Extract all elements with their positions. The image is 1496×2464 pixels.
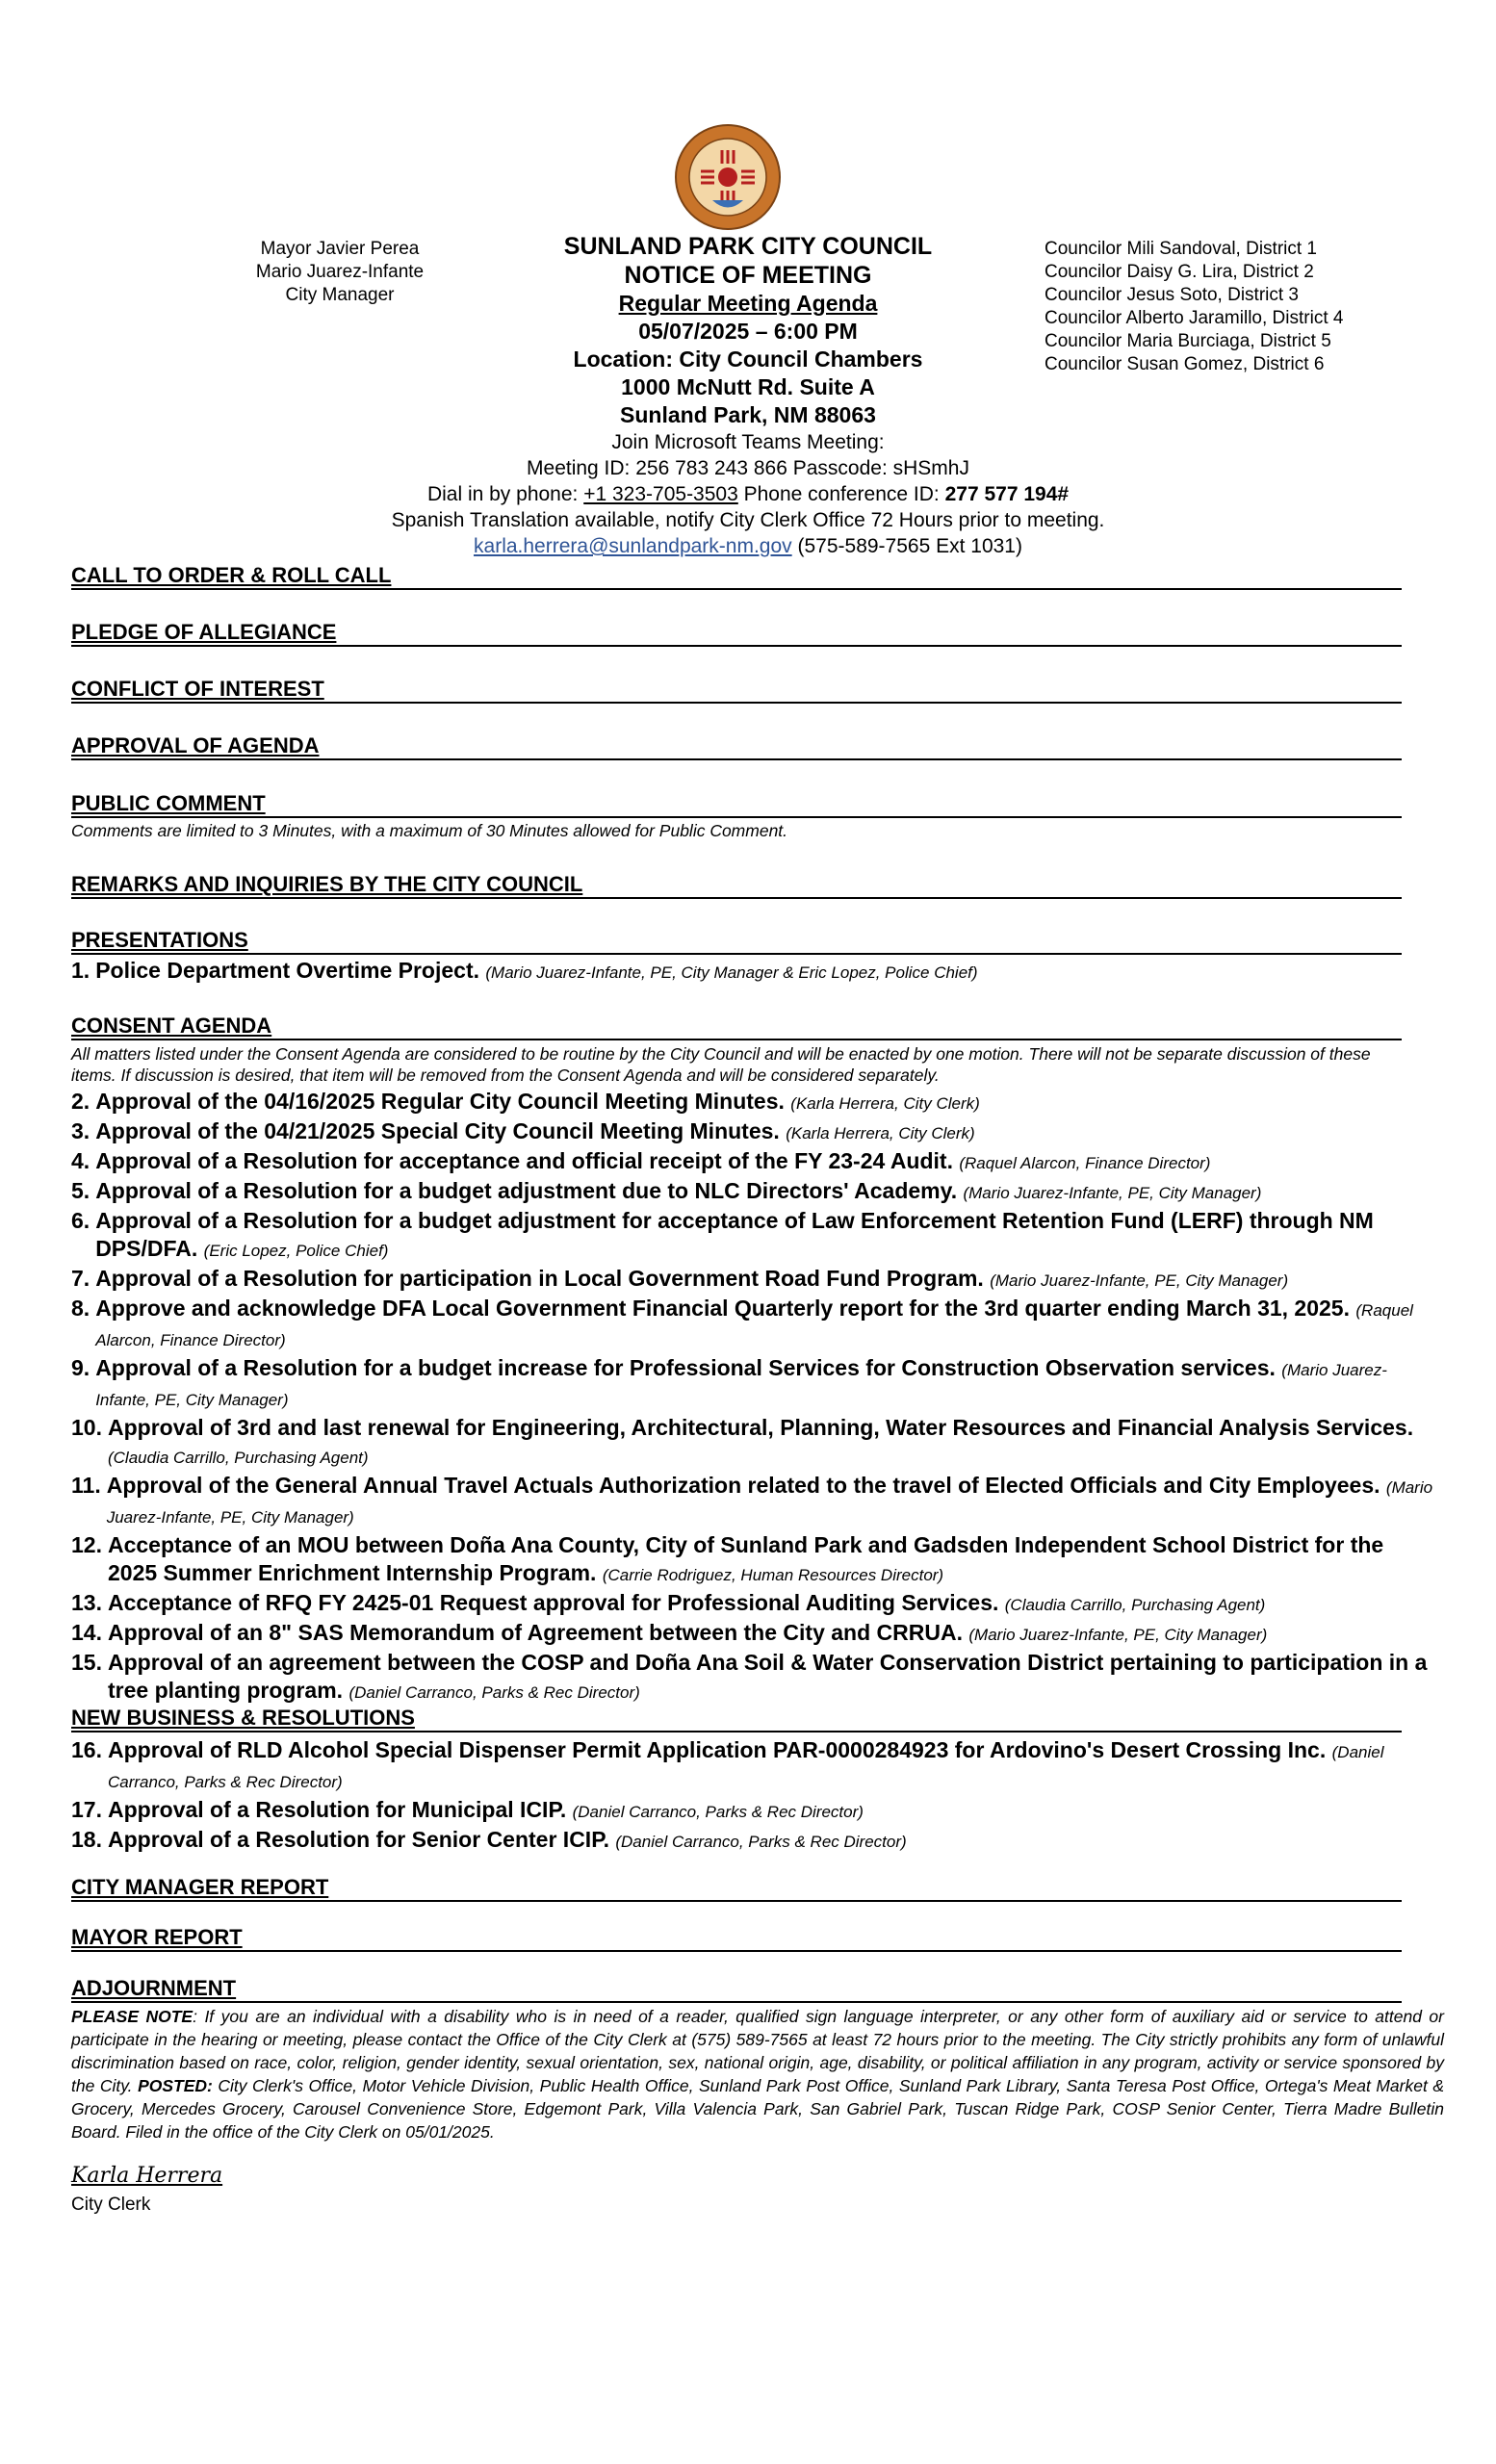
list-item: 17. Approval of a Resolution for Municipal ICIP. (Daniel Carranco, Parks & Rec Director) [71,1797,864,1822]
list-item: 14. Approval of an 8" SAS Memorandum of Agreement between the City and CRRUA. (Mario Juarez-Infante, PE, City Manager) [71,1620,1268,1645]
footer-notice: PLEASE NOTE: If you are an individual with a disability who is in need of a reader, qualified sign language interpreter, or any other form of auxiliary aid or service to attend or participate in the hearing or meeting, please contact the Office of the City Clerk at (575) 589-7565 at least 72 hours prior to the meeting. The City strictly prohibits any form of unlawful discrimination based on race, color, religion, gender identity, sexual orientation, sex, national origin, age, disability, or political affiliation in any program, activity or service sponsored by the City. POSTED: City Clerk's Office, Motor Vehicle Division, Public Health Office, Sunland Park Post Office, Sunland Park Library, Santa Teresa Post Office, Ortega's Meat Market & Grocery, Mercedes Grocery, Carousel Convenience Store, Edgemont Park, Villa Valencia Park, San Gabriel Park, Tuscan Ridge Park, COSP Senior Center, Tierra Madre Bulletin Board. Filed in the office of the City Clerk on 05/01/2025. [71,2007,1444,2142]
new-business-list [71,1736,1438,1856]
section-approval-agenda: APPROVAL OF AGENDA [71,733,1402,760]
list-item: 1. Police Department Overtime Project. (Mario Juarez-Infante, PE, City Manager & Eric Lopez, Police Chief) [71,958,978,983]
city-manager-title: City Manager [285,285,395,305]
list-item: 9. Approval of a Resolution for a budget increase for Professional Services for Construction Observation services. (Mario Juarez-Infante, PE, City Manager) [71,1355,1387,1409]
list-item: 3. Approval of the 04/21/2025 Special City Council Meeting Minutes. (Karla Herrera, City Clerk) [71,1118,975,1143]
city-manager-name: Mario Juarez-Infante [255,262,425,282]
address-line-2: Sunland Park, NM 88063 [620,402,876,427]
meeting-header [289,232,1207,559]
council-title: SUNLAND PARK CITY COUNCIL [563,233,933,260]
section-consent: CONSENT AGENDA [71,1014,1402,1040]
address-line-1: 1000 McNutt Rd. Suite A [621,374,875,399]
section-public-comment: PUBLIC COMMENT [71,791,1402,818]
teams-label: Join Microsoft Teams Meeting: [611,431,885,453]
list-item: 12. Acceptance of an MOU between Doña Ana County, City of Sunland Park and Gadsden Independent School District for the 2025 Summer Enrichment Internship Program. (Carrie Rodriguez, Human Resources Director) [71,1532,1384,1585]
list-item: 5. Approval of a Resolution for a budget adjustment due to NLC Directors' Academy. (Mario Juarez-Infante, PE, City Manager) [71,1178,1262,1203]
phone-link[interactable]: +1 323-705-3503 [583,483,738,505]
section-pledge: PLEDGE OF ALLEGIANCE [71,620,1402,647]
spanish-translation-note: Spanish Translation available, notify City Clerk Office 72 Hours prior to meeting. [391,509,1105,531]
list-item: 10. Approval of 3rd and last renewal for Engineering, Architectural, Planning, Water Resources and Financial Analysis Services. (Claudia Carrillo, Purchasing Agent) [71,1415,1414,1467]
section-adjournment: ADJOURNMENT [71,1976,1402,2003]
clerk-signature: Karla Herrera [71,2164,223,2188]
dial-in-line [289,481,1207,507]
list-item: 4. Approval of a Resolution for acceptance and official receipt of the FY 23-24 Audit. (Raquel Alarcon, Finance Director) [71,1148,1211,1173]
meeting-id: Meeting ID: 256 783 243 866 Passcode: sHSmhJ [527,457,969,479]
consent-note: All matters listed under the Consent Agenda are considered to be routine by the City Council and will be enacted by one motion. There will not be separate discussion of these items. If discussion is desired, that item will be removed from the Consent Agenda and will be considered separately. [71,1044,1371,1085]
section-remarks: REMARKS AND INQUIRIES BY THE CITY COUNCIL [71,872,1402,899]
section-conflict: CONFLICT OF INTEREST [71,677,1402,704]
notice-title: NOTICE OF MEETING [624,262,872,289]
section-new-business: NEW BUSINESS & RESOLUTIONS [71,1706,1402,1732]
email-link[interactable]: karla.herrera@sunlandpark-nm.gov [474,535,792,557]
list-item: 15. Approval of an agreement between the COSP and Doña Ana Soil & Water Conservation District pertaining to participation in a tree planting program. (Daniel Carranco, Parks & Rec Director) [71,1650,1428,1703]
section-city-manager: CITY MANAGER REPORT [71,1875,1402,1902]
list-item: 16. Approval of RLD Alcohol Special Dispenser Permit Application PAR-0000284923 for Ardovino's Desert Crossing Inc. (Daniel Carranco, Parks & Rec Director) [71,1737,1384,1791]
dial-label: Dial in by phone: [426,483,584,505]
meeting-datetime: 05/07/2025 – 6:00 PM [638,319,858,344]
section-mayor: MAYOR REPORT [71,1925,1402,1952]
presentations-list [71,957,1438,987]
councilor-5: Councilor Maria Burciaga, District 5 [1045,331,1331,351]
list-item: 2. Approval of the 04/16/2025 Regular City Council Meeting Minutes. (Karla Herrera, City Clerk) [71,1089,980,1114]
list-item: 11. Approval of the General Annual Travel Actuals Authorization related to the travel of Elected Officials and City Employees. (Mario Juarez-Infante, PE, City Manager) [71,1473,1433,1527]
councilor-3: Councilor Jesus Soto, District 3 [1045,285,1299,305]
conf-label: Phone conference ID: [737,483,945,505]
contact-phone: (575-589-7565 Ext 1031) [791,535,1022,557]
clerk-title: City Clerk [71,2194,151,2215]
list-item: 6. Approval of a Resolution for a budget adjustment for acceptance of Law Enforcement Retention Fund (LERF) through NM DPS/DFA. (Eric Lopez, Police Chief) [71,1208,1374,1261]
conf-id: 277 577 194# [944,483,1070,505]
section-presentations: PRESENTATIONS [71,928,1402,955]
list-item: 7. Approval of a Resolution for participation in Local Government Road Fund Program. (Mario Juarez-Infante, PE, City Manager) [71,1266,1289,1291]
councilor-1: Councilor Mili Sandoval, District 1 [1045,239,1317,259]
agenda-type: Regular Meeting Agenda [618,291,878,316]
public-comment-note: Comments are limited to 3 Minutes, with a maximum of 30 Minutes allowed for Public Comment. [71,821,788,840]
city-seal-logo [674,123,782,231]
consent-list [71,1088,1438,1707]
list-item: 13. Acceptance of RFQ FY 2425-01 Request approval for Professional Auditing Services. (Claudia Carrillo, Purchasing Agent) [71,1590,1266,1615]
councilor-6: Councilor Susan Gomez, District 6 [1045,354,1325,374]
mayor-name: Mayor Javier Perea [260,239,420,259]
contact-line [289,533,1207,559]
meeting-location: Location: City Council Chambers [573,346,923,372]
councilor-2: Councilor Daisy G. Lira, District 2 [1045,262,1314,282]
list-item: 8. Approve and acknowledge DFA Local Government Financial Quarterly report for the 3rd quarter ending March 31, 2025. (Raquel Alarcon, Finance Director) [71,1296,1413,1349]
section-call-to-order: CALL TO ORDER & ROLL CALL [71,563,1402,590]
councilor-4: Councilor Alberto Jaramillo, District 4 [1045,308,1344,328]
list-item: 18. Approval of a Resolution for Senior Center ICIP. (Daniel Carranco, Parks & Rec Director) [71,1827,907,1852]
